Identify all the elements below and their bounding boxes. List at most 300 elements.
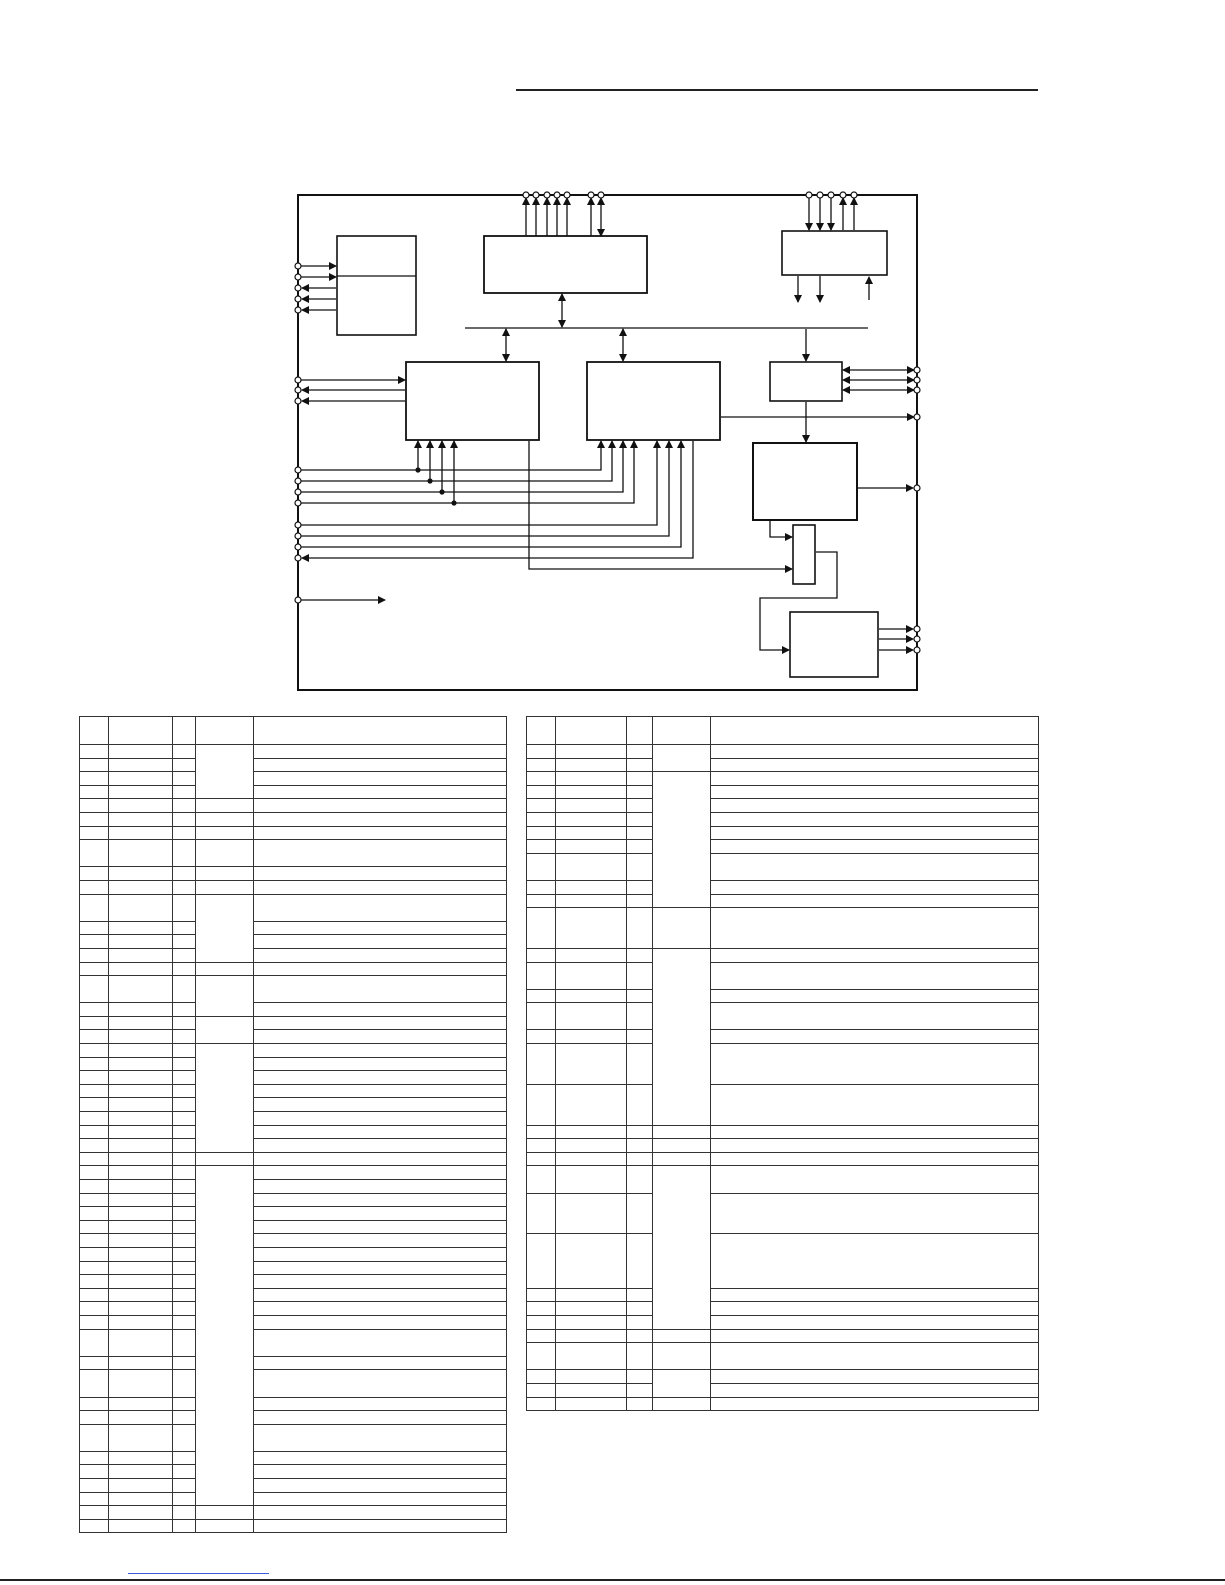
table-row: [527, 1302, 1039, 1316]
table-row: [80, 1193, 507, 1207]
table-row: [80, 1084, 507, 1098]
table-cell: [711, 1044, 1039, 1085]
table-cell: [109, 1084, 173, 1098]
table-cell: [80, 1030, 109, 1044]
table-row: [527, 1125, 1039, 1139]
table-row: [80, 1125, 507, 1139]
table-row: [527, 1003, 1039, 1030]
table-cell: [527, 880, 556, 894]
table-cell: [527, 1288, 556, 1302]
table-cell: [80, 962, 109, 976]
table-row: [527, 785, 1039, 799]
table-cell: [627, 962, 653, 989]
table-cell: [556, 785, 627, 799]
table-cell: [196, 812, 254, 826]
table-row: [527, 1397, 1039, 1411]
table-cell: [254, 894, 507, 921]
table-cell: [556, 1003, 627, 1030]
table-row: [80, 1152, 507, 1166]
table-cell: [627, 1084, 653, 1125]
table-cell: [254, 1397, 507, 1411]
table-cell: [109, 1411, 173, 1425]
table-cell: [173, 1098, 196, 1112]
table-cell: [109, 1193, 173, 1207]
table-row: [80, 1003, 507, 1017]
table-cell: [80, 1288, 109, 1302]
table-cell: [80, 1112, 109, 1126]
table-row: [527, 826, 1039, 840]
table-cell: [109, 1152, 173, 1166]
table-row: [80, 962, 507, 976]
table-row: [527, 989, 1039, 1003]
table-cell: [711, 1302, 1039, 1316]
table-cell: [711, 812, 1039, 826]
table-cell: [173, 1275, 196, 1289]
table-cell: [254, 785, 507, 799]
table-cell: [711, 894, 1039, 908]
table-cell: [627, 908, 653, 949]
table-cell: [711, 1084, 1039, 1125]
block-mid-center: [587, 362, 720, 440]
table-cell: [173, 1071, 196, 1085]
table-cell: [627, 799, 653, 813]
table-cell: [556, 772, 627, 786]
table-cell: [109, 976, 173, 1003]
header-cell: [556, 717, 627, 745]
pin-table-left: [79, 716, 507, 1533]
table-row: [80, 826, 507, 840]
table-cell: [254, 1275, 507, 1289]
table-cell: [556, 1383, 627, 1397]
table-cell: [556, 1397, 627, 1411]
table-cell: [627, 772, 653, 786]
table-cell: [109, 1071, 173, 1085]
table-cell: [173, 921, 196, 935]
table-cell: [527, 1397, 556, 1411]
table-cell: [653, 1152, 711, 1166]
table-cell: [254, 948, 507, 962]
table-cell: [254, 840, 507, 867]
table-cell: [627, 1383, 653, 1397]
table-cell: [196, 1506, 254, 1520]
footer-rule: [0, 1579, 1225, 1581]
table-cell: [527, 894, 556, 908]
table-row: [80, 1315, 507, 1329]
table-cell: [109, 1329, 173, 1356]
header-cell: [254, 717, 507, 745]
table-cell: [254, 1193, 507, 1207]
table-cell: [653, 1370, 711, 1397]
table-row: [80, 1302, 507, 1316]
table-cell: [173, 1234, 196, 1248]
table-cell: [711, 1383, 1039, 1397]
table-cell: [173, 840, 196, 867]
table-cell: [109, 962, 173, 976]
table-cell: [173, 1492, 196, 1506]
table-row: [527, 1343, 1039, 1370]
table-cell: [527, 948, 556, 962]
table-row: [80, 880, 507, 894]
table-header-row: [80, 717, 507, 745]
table-cell: [527, 758, 556, 772]
table-cell: [556, 894, 627, 908]
table-cell: [80, 1247, 109, 1261]
table-cell: [173, 976, 196, 1003]
table-cell: [109, 1275, 173, 1289]
table-row: [80, 935, 507, 949]
table-cell: [556, 962, 627, 989]
table-cell: [627, 1234, 653, 1288]
table-row: [527, 1166, 1039, 1193]
table-cell: [196, 799, 254, 813]
table-cell: [80, 812, 109, 826]
table-cell: [173, 1044, 196, 1058]
table-cell: [109, 1139, 173, 1153]
table-cell: [627, 1343, 653, 1370]
table-cell: [527, 1003, 556, 1030]
table-cell: [109, 1207, 173, 1221]
table-cell: [527, 1302, 556, 1316]
table-cell: [527, 1383, 556, 1397]
table-cell: [254, 935, 507, 949]
table-cell: [109, 880, 173, 894]
table-cell: [527, 812, 556, 826]
table-cell: [80, 1098, 109, 1112]
block-bottom-right: [790, 612, 878, 677]
table-cell: [627, 1125, 653, 1139]
table-row: [527, 840, 1039, 854]
table-cell: [711, 1343, 1039, 1370]
table-cell: [527, 1125, 556, 1139]
table-cell: [711, 785, 1039, 799]
table-cell: [109, 1479, 173, 1493]
table-cell: [80, 1302, 109, 1316]
table-cell: [254, 1030, 507, 1044]
table-cell: [173, 1030, 196, 1044]
table-cell: [711, 1329, 1039, 1343]
table-cell: [173, 1016, 196, 1030]
table-cell: [627, 1152, 653, 1166]
table-cell: [254, 1003, 507, 1017]
table-cell: [254, 1098, 507, 1112]
table-cell: [109, 867, 173, 881]
table-cell: [254, 1451, 507, 1465]
table-cell: [109, 826, 173, 840]
table-row: [527, 1084, 1039, 1125]
table-cell: [556, 1166, 627, 1193]
header-cell: [80, 717, 109, 745]
table-cell: [254, 1247, 507, 1261]
table-cell: [80, 894, 109, 921]
table-cell: [254, 1166, 507, 1180]
table-cell: [109, 1003, 173, 1017]
table-cell: [173, 880, 196, 894]
table-cell: [556, 1343, 627, 1370]
table-cell: [109, 1370, 173, 1397]
table-cell: [254, 772, 507, 786]
table-cell: [254, 1220, 507, 1234]
table-cell: [527, 1030, 556, 1044]
table-cell: [711, 1193, 1039, 1234]
table-cell: [527, 1343, 556, 1370]
table-cell: [173, 812, 196, 826]
table-cell: [627, 1193, 653, 1234]
table-cell: [527, 1370, 556, 1384]
table-cell: [109, 1397, 173, 1411]
table-cell: [109, 772, 173, 786]
table-row: [80, 1016, 507, 1030]
table-cell: [80, 1139, 109, 1153]
table-cell: [80, 921, 109, 935]
table-cell: [173, 1152, 196, 1166]
table-cell: [627, 1139, 653, 1153]
table-cell: [80, 1329, 109, 1356]
table-cell: [527, 1166, 556, 1193]
table-cell: [254, 1125, 507, 1139]
table-cell: [80, 1356, 109, 1370]
table-cell: [556, 1030, 627, 1044]
table-cell: [80, 976, 109, 1003]
table-cell: [109, 1030, 173, 1044]
block-top-center: [484, 236, 647, 293]
table-cell: [254, 1016, 507, 1030]
table-cell: [527, 962, 556, 989]
table-cell: [173, 962, 196, 976]
table-cell: [254, 1506, 507, 1520]
table-cell: [109, 758, 173, 772]
table-cell: [556, 908, 627, 949]
table-cell: [173, 772, 196, 786]
table-cell: [653, 1139, 711, 1153]
table-cell: [653, 948, 711, 1125]
table-cell: [173, 1356, 196, 1370]
table-cell: [173, 1084, 196, 1098]
table-row: [80, 758, 507, 772]
block-left-top: [337, 236, 416, 335]
table-cell: [254, 1288, 507, 1302]
table-cell: [627, 785, 653, 799]
table-row: [527, 1316, 1039, 1330]
table-cell: [527, 1329, 556, 1343]
table-cell: [527, 840, 556, 854]
table-cell: [556, 1152, 627, 1166]
table-cell: [627, 1288, 653, 1302]
table-cell: [711, 826, 1039, 840]
table-cell: [173, 1112, 196, 1126]
table-cell: [254, 1479, 507, 1493]
table-cell: [527, 853, 556, 880]
table-cell: [173, 1506, 196, 1520]
header-cell: [653, 717, 711, 745]
table-row: [527, 1370, 1039, 1384]
table-cell: [711, 840, 1039, 854]
table-cell: [173, 1247, 196, 1261]
table-cell: [109, 1506, 173, 1520]
table-cell: [80, 1370, 109, 1397]
table-cell: [653, 1397, 711, 1411]
table-cell: [109, 948, 173, 962]
table-cell: [711, 908, 1039, 949]
table-row: [80, 1411, 507, 1425]
table-cell: [80, 1003, 109, 1017]
table-row: [527, 1044, 1039, 1085]
table-cell: [109, 1519, 173, 1533]
table-row: [527, 758, 1039, 772]
table-row: [80, 1288, 507, 1302]
table-cell: [254, 758, 507, 772]
table-cell: [711, 758, 1039, 772]
table-row: [527, 799, 1039, 813]
table-cell: [254, 1315, 507, 1329]
table-cell: [80, 1411, 109, 1425]
table-cell: [653, 1343, 711, 1370]
table-row: [80, 1479, 507, 1493]
table-cell: [80, 1057, 109, 1071]
table-row: [527, 948, 1039, 962]
table-cell: [80, 1424, 109, 1451]
table-cell: [556, 826, 627, 840]
table-row: [80, 1397, 507, 1411]
table-cell: [109, 812, 173, 826]
table-cell: [527, 799, 556, 813]
table-row: [80, 1275, 507, 1289]
table-cell: [196, 880, 254, 894]
table-cell: [527, 745, 556, 759]
table-row: [527, 745, 1039, 759]
table-cell: [711, 1370, 1039, 1384]
table-cell: [627, 812, 653, 826]
table-cell: [173, 1451, 196, 1465]
table-cell: [80, 1166, 109, 1180]
table-cell: [254, 1234, 507, 1248]
table-cell: [109, 894, 173, 921]
table-cell: [196, 1016, 254, 1043]
table-cell: [80, 1207, 109, 1221]
table-cell: [173, 894, 196, 921]
header-cell: [527, 717, 556, 745]
table-row: [80, 785, 507, 799]
table-cell: [527, 826, 556, 840]
header-cell: [109, 717, 173, 745]
table-cell: [627, 948, 653, 962]
table-cell: [556, 1125, 627, 1139]
table-cell: [196, 826, 254, 840]
table-cell: [627, 880, 653, 894]
table-row: [527, 1288, 1039, 1302]
table-row: [527, 1383, 1039, 1397]
table-cell: [80, 1451, 109, 1465]
table-cell: [173, 1302, 196, 1316]
table-row: [80, 867, 507, 881]
table-cell: [527, 1044, 556, 1085]
table-cell: [173, 1139, 196, 1153]
table-cell: [109, 1125, 173, 1139]
table-cell: [80, 867, 109, 881]
table-cell: [80, 1016, 109, 1030]
table-cell: [80, 1180, 109, 1194]
table-cell: [80, 826, 109, 840]
table-cell: [80, 1315, 109, 1329]
table-cell: [80, 772, 109, 786]
table-cell: [627, 1329, 653, 1343]
table-row: [527, 772, 1039, 786]
table-cell: [109, 785, 173, 799]
table-cell: [653, 1125, 711, 1139]
table-cell: [254, 921, 507, 935]
table-cell: [173, 1465, 196, 1479]
block-right-large: [753, 443, 857, 520]
table-cell: [254, 1411, 507, 1425]
table-cell: [711, 1397, 1039, 1411]
table-cell: [556, 1234, 627, 1288]
table-cell: [109, 840, 173, 867]
table-cell: [711, 1288, 1039, 1302]
table-cell: [254, 799, 507, 813]
table-row: [80, 1057, 507, 1071]
table-cell: [109, 1451, 173, 1465]
table-cell: [80, 1071, 109, 1085]
table-cell: [173, 1003, 196, 1017]
table-cell: [627, 745, 653, 759]
table-cell: [173, 745, 196, 759]
table-cell: [254, 1180, 507, 1194]
table-cell: [80, 1261, 109, 1275]
table-cell: [173, 1220, 196, 1234]
block-mid-left: [406, 362, 539, 440]
table-cell: [254, 1329, 507, 1356]
table-row: [80, 1506, 507, 1520]
table-row: [527, 1139, 1039, 1153]
block-diagram: [0, 0, 1225, 700]
table-row: [80, 1207, 507, 1221]
table-cell: [627, 840, 653, 854]
block-top-right: [782, 231, 887, 275]
table-cell: [254, 976, 507, 1003]
table-cell: [527, 989, 556, 1003]
table-cell: [196, 1152, 254, 1166]
table-row: [80, 1220, 507, 1234]
table-row: [527, 1329, 1039, 1343]
table-row: [80, 1492, 507, 1506]
table-cell: [80, 1465, 109, 1479]
table-cell: [196, 1519, 254, 1533]
table-cell: [254, 1356, 507, 1370]
table-cell: [173, 1166, 196, 1180]
table-cell: [653, 745, 711, 772]
footer-link[interactable]: [128, 1573, 269, 1574]
table-cell: [711, 853, 1039, 880]
table-cell: [556, 840, 627, 854]
table-cell: [711, 1234, 1039, 1288]
table-cell: [109, 1098, 173, 1112]
table-cell: [173, 826, 196, 840]
table-cell: [80, 1519, 109, 1533]
table-cell: [711, 799, 1039, 813]
table-row: [80, 1098, 507, 1112]
table-cell: [80, 758, 109, 772]
table-cell: [196, 1166, 254, 1506]
table-cell: [80, 935, 109, 949]
table-row: [80, 1112, 507, 1126]
table-cell: [80, 840, 109, 867]
table-cell: [556, 1370, 627, 1384]
table-cell: [254, 812, 507, 826]
table-cell: [173, 1261, 196, 1275]
table-cell: [196, 867, 254, 881]
table-cell: [80, 1506, 109, 1520]
table-cell: [254, 1519, 507, 1533]
table-row: [80, 772, 507, 786]
